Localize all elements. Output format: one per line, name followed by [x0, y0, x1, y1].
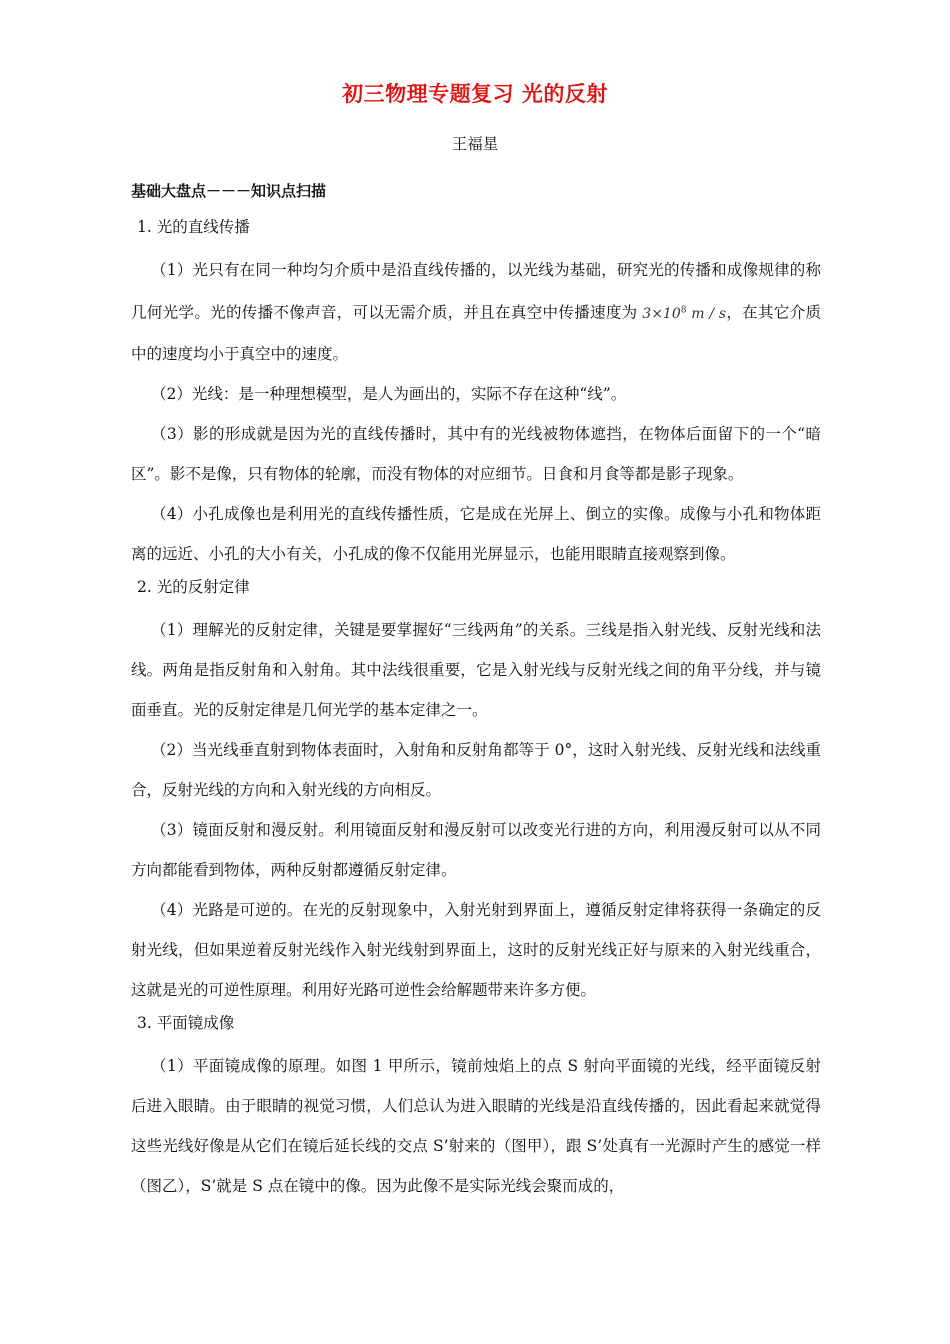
topic-heading-1: 1. 光的直线传播: [137, 218, 250, 236]
paragraph-text: ，在其它介质中的速度均小于真空中的速度。: [131, 303, 821, 363]
topic-3-paragraph-1: （1）平面镜成像的原理。如图 1 甲所示，镜前烛焰上的点 S 射向平面镜的光线，经平面镜反射后进入眼睛。由于眼睛的视觉习惯，人们总认为进入眼睛的光线是沿直线传播的，因此看起来就觉得这些光线好像是从它们在镜后延长线的交点 S’射来的（图甲），跟 S’处真有一光源时产生的感觉一样（图乙），S’就是 S 点在镜中的像。因为此像不是实际光线会聚而成的，: [131, 1056, 821, 1195]
formula-exponent: 8: [680, 305, 687, 315]
topic-2-paragraph-3: （3）镜面反射和漫反射。利用镜面反射和漫反射可以改变光行进的方向，利用漫反射可以从不同方向都能看到物体，两种反射都遵循反射定律。: [131, 820, 821, 879]
topic-1-paragraph-2: （2）光线：是一种理想模型，是人为画出的，实际不存在这种“线”。: [151, 384, 627, 403]
speed-of-light-formula: [638, 306, 726, 322]
document-author: 王福星: [451, 135, 499, 153]
topic-2-paragraph-2: （2）当光线垂直射到物体表面时，入射角和反射角都等于 0°，这时入射光线、反射光线和法线重合，反射光线的方向和入射光线的方向相反。: [131, 740, 821, 799]
section-heading: 基础大盘点－－－知识点扫描: [131, 182, 327, 200]
formula-unit: m / s: [691, 305, 726, 322]
document-title: 初三物理专题复习 光的反射: [342, 82, 608, 106]
topic-1-paragraph-3: （3）影的形成就是因为光的直线传播时，其中有的光线被物体遮挡，在物体后面留下的一个“暗区”。影不是像，只有物体的轮廓，而没有物体的对应细节。日食和月食等都是影子现象。: [131, 424, 821, 483]
topic-1-paragraph-4: （4）小孔成像也是利用光的直线传播性质，它是成在光屏上、倒立的实像。成像与小孔和物体距离的远近、小孔的大小有关，小孔成的像不仅能用光屏显示，也能用眼睛直接观察到像。: [131, 504, 821, 563]
topic-2-paragraph-4: （4）光路是可逆的。在光的反射现象中，入射光射到界面上，遵循反射定律将获得一条确定的反射光线，但如果逆着反射光线作入射光线射到界面上，这时的反射光线正好与原来的入射光线重合，这就是光的可逆性原理。利用好光路可逆性会给解题带来许多方便。: [131, 900, 821, 999]
topic-2-paragraph-1: （1）理解光的反射定律，关键是要掌握好“三线两角”的关系。三线是指入射光线、反射光线和法线。两角是指反射角和入射角。其中法线很重要，它是入射光线与反射光线之间的角平分线，并与镜面垂直。光的反射定律是几何光学的基本定律之一。: [131, 620, 821, 719]
paragraph-text: （1）光只有在同一种均匀介质中是沿直线传播的，以光线为基础，研究光的传播和成像规律的称几何光学。光的传播不像声音，可以无需介质，并且在真空中传播速度为: [131, 261, 821, 322]
document-body: [131, 178, 821, 1206]
topic-1-paragraph-1: [131, 250, 821, 374]
topic-heading-2: 2. 光的反射定律: [137, 577, 250, 596]
formula-base: 3×10: [642, 305, 681, 322]
topic-heading-3: 3. 平面镜成像: [137, 1013, 235, 1032]
